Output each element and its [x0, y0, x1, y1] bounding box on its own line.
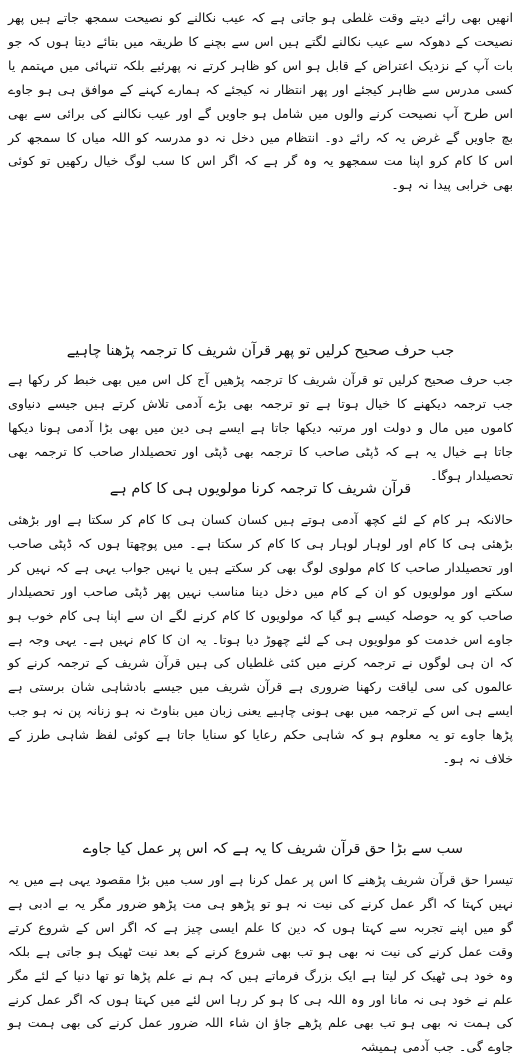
section-heading-acting-upon-quran: سب سے بڑا حق قرآن شریف کا یہ ہے کہ اس پر عمل کیا جاوے — [82, 841, 463, 857]
section-heading-translation-reading: جب حرف صحیح کرلیں تو پھر قرآن شریف کا ترجمہ پڑھنا چاہیے — [66, 343, 455, 359]
paragraph-translation-by-scholars: حالانکہ ہر کام کے لئے کچھ آدمی ہوتے ہیں کسان کسان ہی کا کام کر سکتا ہے اور بڑھئی بڑھئی ہی کا کام اور لوہار لوہار ہی کا کام کر سکتا ہے۔ میں پوچھتا ہوں کہ ڈپٹی صاحب اور تحصیلدار صاحب کا کام مولوی لوگ بھی کر سکتے ہیں یا نہیں جواب یہی ہے کہ نہیں کر سکتے اور مولویوں کو ان کے کام میں دخل دینا مناسب نہیں پھر ڈپٹی صاحب اور تحصیلدار صاحب کو یہ حوصلہ کیسے ہو گیا کہ مولویوں کا کام کرنے لگے ان سے اپنا ہی کام خوب ہو جاوے اس خدمت کو مولویوں ہی کے لئے چھوڑ دیا ہوتا۔ یہ ان کا کام نہیں ہے۔ یہی وجہ ہے کہ ان ہی لوگوں نے ترجمہ کرنے میں کئی غلطیاں کی ہیں قرآن شریف کے ترجمہ کرنے کو عالموں کی سی لیاقت رکھنا ضروری ہے قرآن شریف میں جیسے بادشاہی شان برستی ہے ایسے ہی اس کے ترجمہ میں بھی ہونی چاہیے یعنی زبان میں بناوٹ نہ ہو زنانہ پن نہ ہو جب پڑھا جاوے تو یہ معلوم ہو کہ شاہی حکم رعایا کو سنایا جاتا ہے کوئی لفظ شاہی طرز کے خلاف نہ ہو۔ — [8, 512, 513, 767]
section-heading-translation-by-scholars: قرآن شریف کا ترجمہ کرنا مولویوں ہی کا کام ہے — [109, 481, 412, 497]
paragraph-advice-on-criticism: انھیں بھی رائے دیتے وقت غلطی ہو جاتی ہے کہ عیب نکالنے کو نصیحت سمجھ جاتے ہیں پھر نصیحت کے دھوکہ سے عیب نکالنے لگتے ہیں اس سے بچنے کا طریقہ میں بتائے دیتا ہوں کہ جو بات آپ کے نزدیک اعتراض کے قابل ہو اس کو ظاہر کرتے نہ پھرئیے بلکہ تنہائی میں مہتمم یا کسی مدرس سے ظاہر کیجئے اور پھر انتظار نہ کیجئے کہ ہمارے کہنے کے موافق ہی ہو جاوے اس طرح آپ نصیحت کرنے والوں میں شامل ہو جاویں گے اور عیب نکالنے کی برائی سے بھی بچ جاویں گے غرض یہ کہ رائے دو۔ انتظام میں دخل نہ دو مدرسہ کو اللہ میاں کا سمجھ کر اس کا کام کرو اپنا مت سمجھو یہ وہ گر ہے کہ اگر اس کا سب لوگ خیال رکھیں تو کوئی بھی خرابی پیدا نہ ہو۔ — [8, 10, 513, 193]
paragraph-acting-upon-quran: تیسرا حق قرآن شریف پڑھنے کا اس پر عمل کرنا ہے اور سب میں بڑا مقصود یہی ہے میں یہ نہیں کہتا کہ اگر عمل کرنے کی نیت نہ ہو تو پڑھو ہی مت پڑھو ضرور مگر یہ بے ادبی ہے گو میں اپنے تجربہ سے کہتا ہوں کہ دین کا علم ایسی چیز ہے کہ اگر اس کے شروع کرتے وقت عمل کرنے کی نیت نہ بھی ہو تب بھی شروع کرنے کے بعد نیت ٹھیک ہو جاتی ہے بلکہ وہ خود ہی ٹھیک کر لیتا ہے ایک بزرگ فرماتے ہیں کہ ہم نے علم پڑھا تو تھا دنیا کے لئے مگر علم نے خود ہی نہ مانا اور وہ اللہ ہی کا ہو کر رہا اس لئے میں کہتا ہوں کہ اگر عمل کرنے کی ہمت نہ بھی ہو تب بھی علم پڑھے جاؤ ان شاء اللہ ضرور عمل کرنے کی بھی ہمت ہو جاوے گی۔ جب آدمی ہمیشہ — [8, 872, 513, 1055]
paragraph-translation-reading: جب حرف صحیح کرلیں تو قرآن شریف کا ترجمہ پڑھیں آج کل اس میں بھی خبط کر رکھا ہے جب ترجمہ دیکھنے کا خیال ہوتا ہے تو ترجمہ بھی بڑے آدمی تلاش کرتے ہیں جیسے دنیاوی کاموں میں مال و دولت اور مرتبہ دیکھا جاتا ہے ایسے ہی دین میں بھی بڑا آدمی ہونا دیکھا جاتا ہے خیال یہ ہے کہ ڈپٹی صاحب کا ترجمہ بھی ڈپٹی اور تحصیلدار صاحب کا ترجمہ بھی تحصیلدار ہوگا۔ — [8, 372, 513, 483]
